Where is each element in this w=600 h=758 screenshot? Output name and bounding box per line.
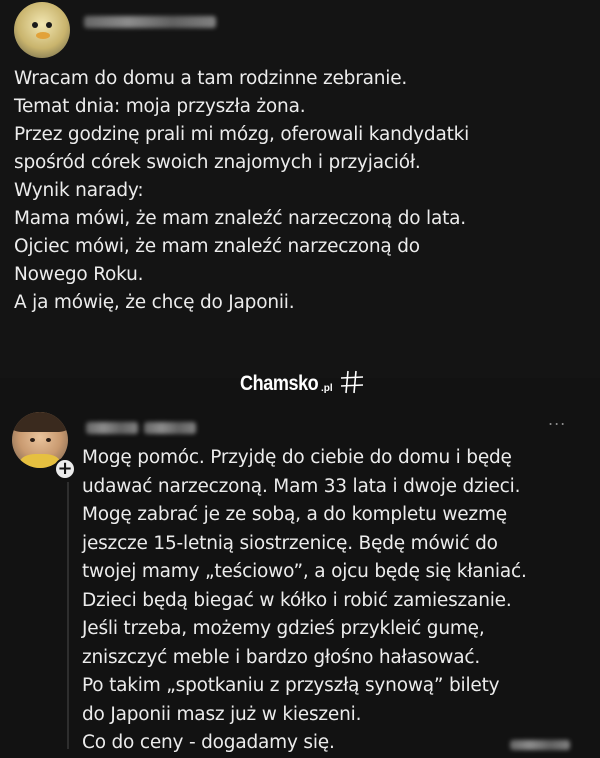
post-line: Przez godzinę prali mi mózg, oferowali kandydatki: [14, 124, 470, 145]
comment: [0, 400, 600, 753]
hash-icon: [339, 369, 365, 400]
comment-line: udawać narzeczoną. Mam 33 lata i dwoje dzieci.: [82, 475, 521, 497]
comment-line: Mogę pomóc. Przyjdę do ciebie do domu i będę: [82, 447, 512, 468]
comment-line: zniszczyć meble i bardzo głośno hałasować.: [82, 646, 481, 668]
watermark-tld: .pl: [321, 382, 333, 394]
comment-line: do Japonii masz już w kieszeni.: [82, 703, 362, 725]
commenter-name-blurred[interactable]: [86, 422, 138, 434]
more-options-button[interactable]: ...: [548, 410, 567, 429]
commenter-name-blurred[interactable]: [144, 422, 196, 434]
watermark-brand: Chamsko: [240, 372, 319, 395]
author-name-blurred[interactable]: [84, 16, 216, 28]
post-line: Ojciec mówi, że mam znaleźć narzeczoną do: [14, 236, 420, 257]
comment-body: [82, 444, 527, 758]
comment-line: jeszcze 15-letnią siostrzenicę. Będę mówić do: [82, 532, 498, 554]
comment-line: Dzieci będą biegać w kółko i robić zamieszanie.: [82, 589, 512, 611]
comment-line: Mogę zabrać je ze sobą, a do kompletu wezmę: [82, 504, 507, 525]
thread-line: [67, 482, 69, 749]
post-line: Mama mówi, że mam znaleźć narzeczoną do lata.: [14, 208, 466, 229]
post-body: [14, 65, 469, 317]
original-post: [0, 0, 600, 378]
post-line: Wracam do domu a tam rodzinne zebranie.: [14, 68, 408, 89]
post-line: Temat dnia: moja przyszła żona.: [14, 96, 306, 117]
author-avatar[interactable]: [14, 2, 70, 58]
comment-line: twojej mamy „teściowo”, a ojcu będę się kłaniać.: [82, 561, 527, 582]
comment-line: Co do ceny - dogadamy się.: [82, 732, 335, 753]
follow-plus-icon[interactable]: +: [54, 458, 76, 480]
comment-line: Jeśli trzeba, możemy gdzieś przykleić gumę,: [82, 618, 485, 639]
post-line: Nowego Roku.: [14, 264, 144, 285]
post-line: Wynik narady:: [14, 180, 144, 201]
post-line: A ja mówię, że chcę do Japonii.: [14, 292, 295, 313]
post-line: spośród córek swoich znajomych i przyjaciół.: [14, 152, 421, 173]
site-watermark: [240, 368, 365, 400]
comment-line: Po takim „spotkaniu z przyszłą synową” bilety: [82, 675, 500, 696]
